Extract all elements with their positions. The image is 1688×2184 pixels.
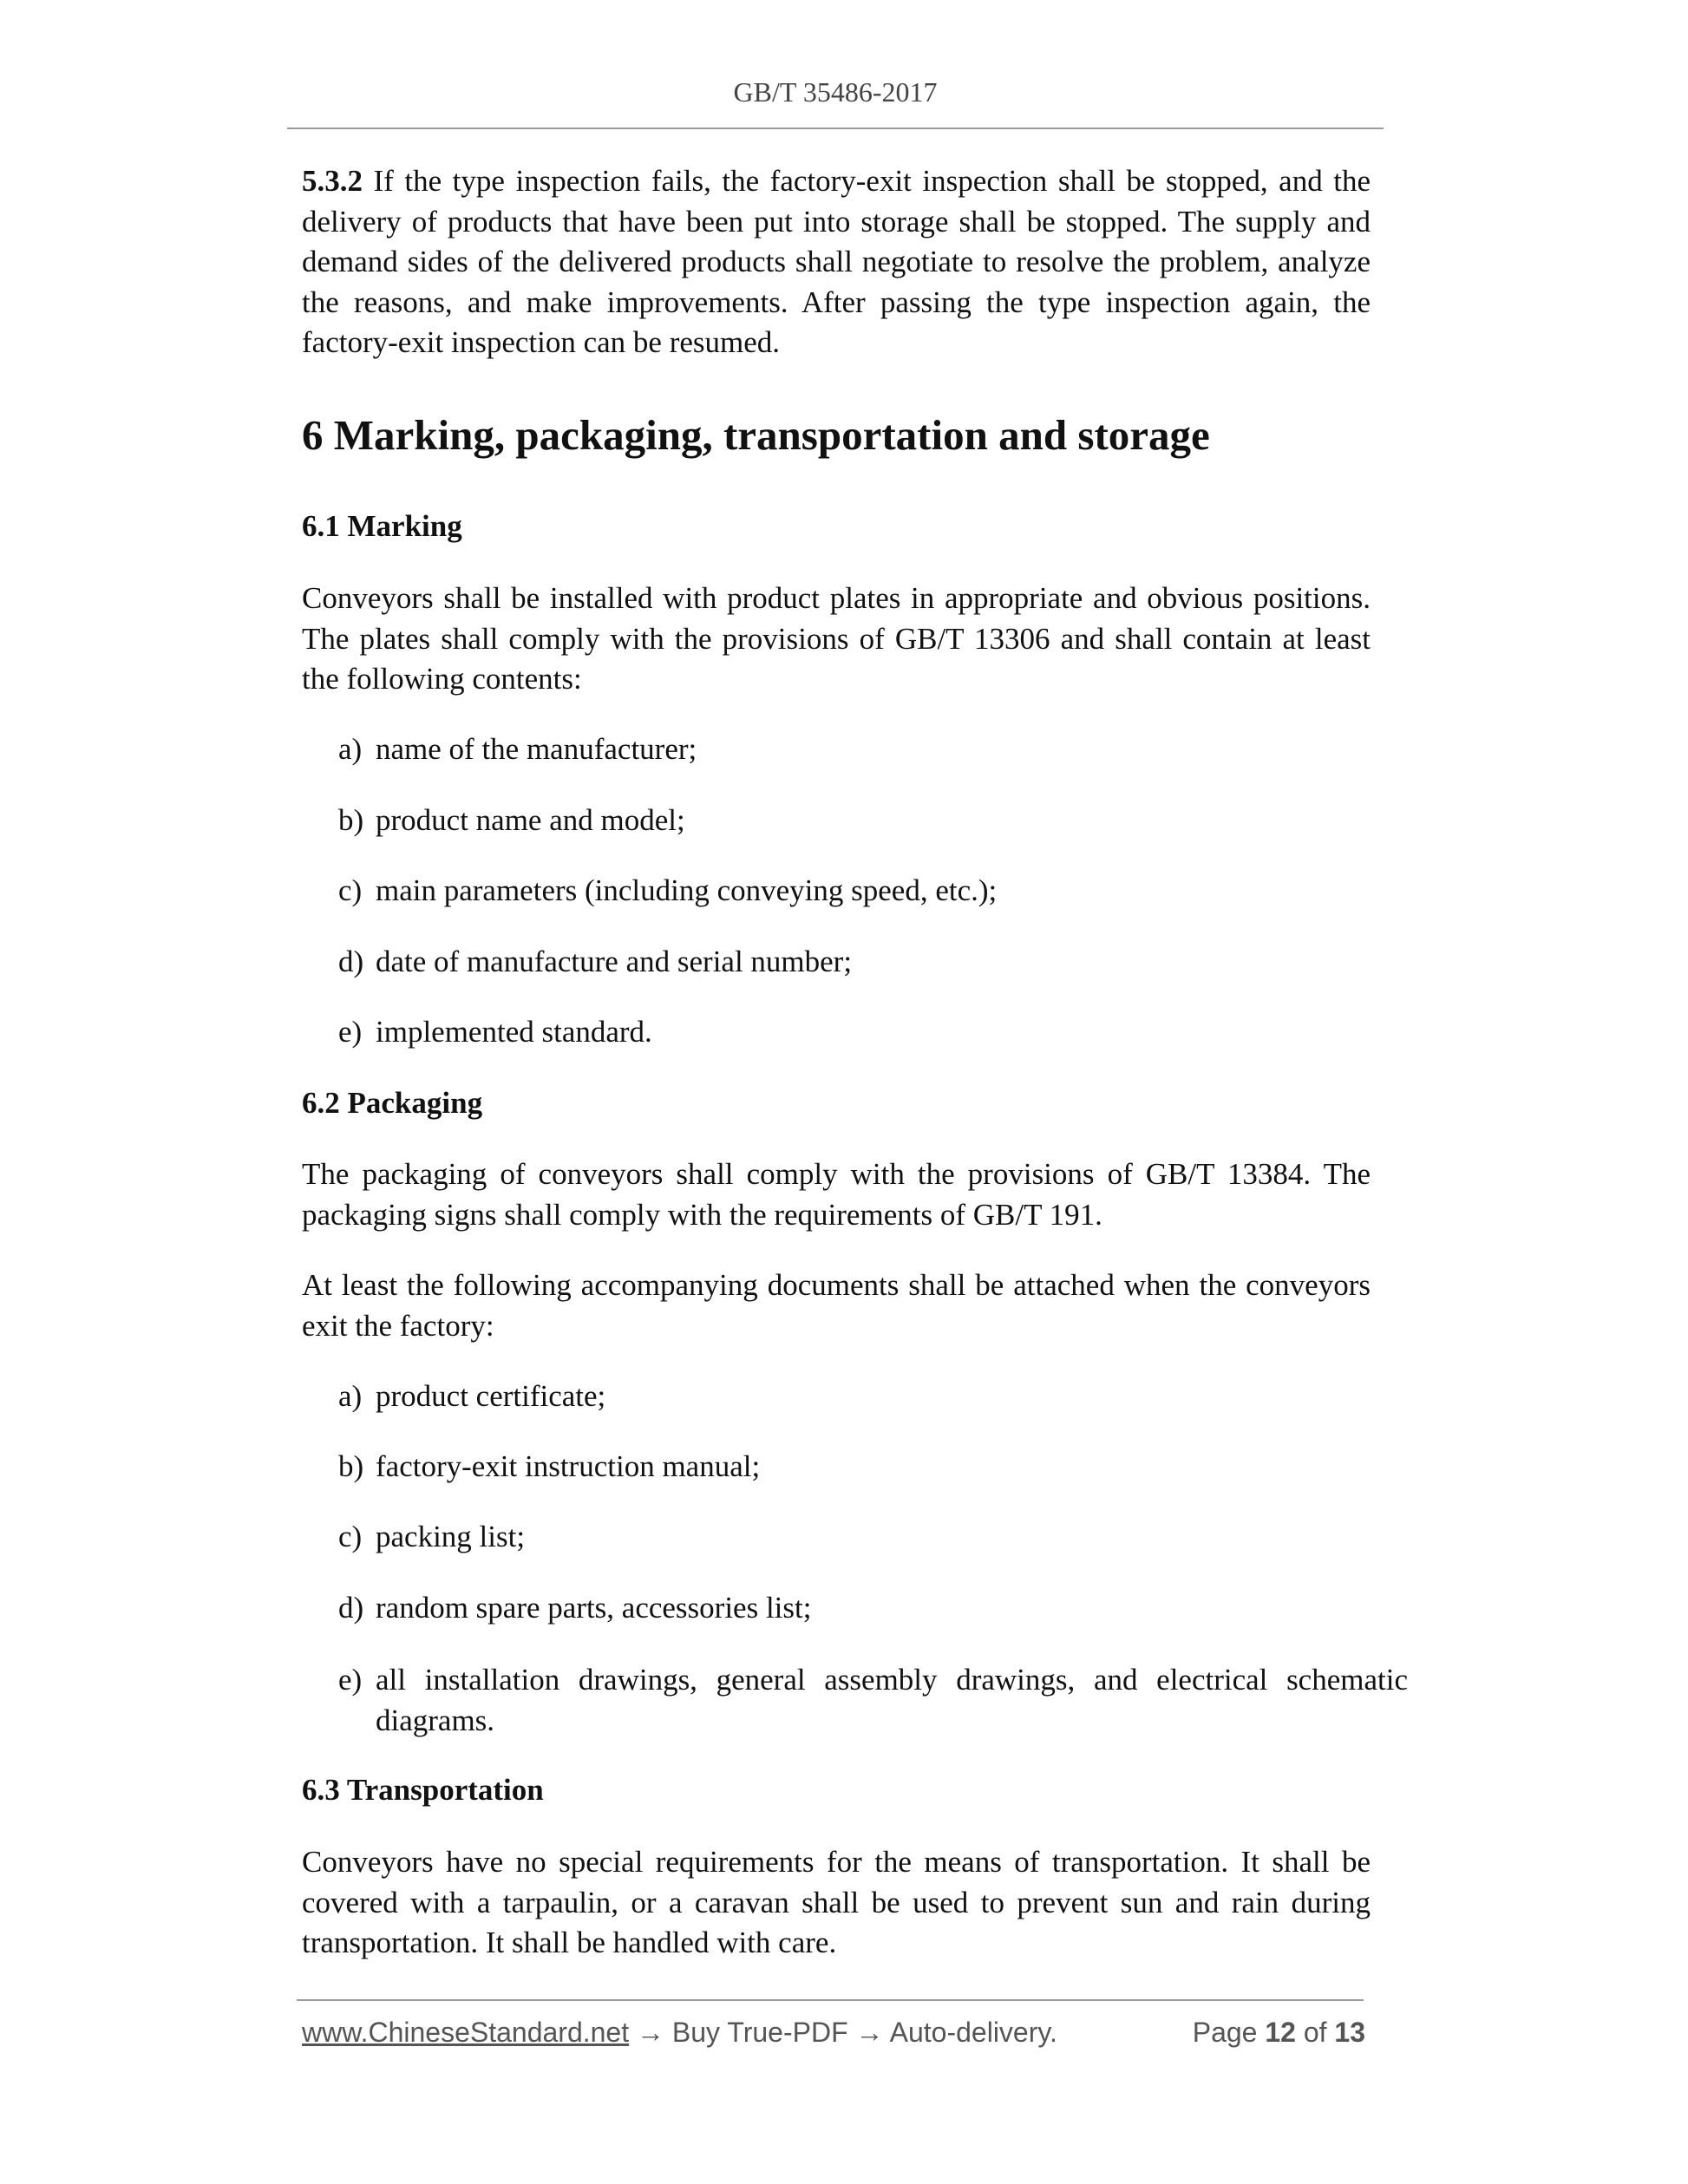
list-label: b) (338, 1449, 364, 1483)
section-6-1-heading: 6.1 Marking (302, 509, 462, 543)
current-page-number: 12 (1265, 2017, 1296, 2048)
clause-text: If the type inspection fails, the factory-exit inspection shall be stopped, and the delivery of products that have been put into storage shall be stopped. The supply and demand sides of the delivered products shall negotiate to resolve the problem, analyze the reasons, and make improvements. After passing the type inspection again, the factory-exit inspection can be resumed. (302, 164, 1371, 359)
footer-promo (302, 2017, 1057, 2049)
list-item (338, 1376, 1408, 1417)
buy-true-pdf-text: Buy True-PDF (671, 2017, 848, 2048)
section-6-3-heading: 6.3 Transportation (302, 1773, 544, 1807)
page-of-label: of (1303, 2017, 1327, 2048)
list-label: c) (338, 1520, 363, 1553)
list-item (338, 871, 1408, 912)
list-label: b) (338, 803, 364, 837)
clause-5-3-2 (302, 161, 1371, 363)
list-text: date of manufacture and serial number; (376, 945, 853, 978)
list-item (338, 729, 1408, 770)
list-item (338, 942, 1408, 983)
list-item (338, 801, 1408, 841)
list-label: c) (338, 873, 363, 907)
list-text: random spare parts, accessories list; (376, 1591, 812, 1625)
section-6-heading: 6 Marking, packaging, transportation and storage (302, 411, 1210, 459)
total-pages-number: 13 (1334, 2017, 1365, 2048)
section-6-2-paragraph-2: At least the following accompanying documents shall be attached when the conveyors exit the factory: (302, 1268, 1371, 1343)
page-label: Page (1192, 2017, 1258, 2048)
arrow-right-icon: → (637, 2017, 664, 2048)
footer-divider (297, 1999, 1364, 2001)
list-label: e) (338, 1663, 363, 1697)
list-item (338, 1660, 1408, 1741)
list-label: d) (338, 1591, 364, 1625)
list-label: e) (338, 1015, 363, 1049)
list-item (338, 1447, 1408, 1488)
list-item (338, 1012, 1408, 1053)
section-6-1-paragraph: Conveyors shall be installed with product plates in appropriate and obvious positions. The plates shall comply with the provisions of GB/T 13306 and shall contain at least the following contents: (302, 581, 1371, 696)
page-indicator (1193, 2017, 1365, 2049)
arrow-right-icon: → (855, 2017, 884, 2048)
list-label: d) (338, 945, 364, 978)
list-text: all installation drawings, general assembly drawings, and electrical schematic diagrams. (376, 1663, 1408, 1737)
clause-number: 5.3.2 (302, 164, 363, 198)
list-text: product name and model; (376, 803, 685, 837)
section-6-3-paragraph: Conveyors have no special requirements for the means of transportation. It shall be covered with a tarpaulin, or a caravan shall be used to prevent sun and rain during transportation. It shall be handled with care. (302, 1845, 1371, 1959)
auto-delivery-text: Auto-delivery. (889, 2017, 1057, 2048)
list-item (338, 1588, 1408, 1629)
list-text: name of the manufacturer; (376, 732, 697, 766)
list-text: main parameters (including conveying speed, etc.); (376, 873, 998, 907)
document-id-header: GB/T 35486-2017 (733, 76, 938, 108)
list-text: implemented standard. (376, 1015, 652, 1049)
list-label: a) (338, 1379, 363, 1413)
section-6-2-heading: 6.2 Packaging (302, 1086, 483, 1120)
page-footer (302, 2017, 1365, 2055)
chinesestandard-link[interactable]: www.ChineseStandard.net (302, 2017, 630, 2048)
list-text: packing list; (376, 1520, 526, 1553)
list-text: factory-exit instruction manual; (376, 1449, 761, 1483)
header-divider (287, 128, 1384, 129)
list-text: product certificate; (376, 1379, 606, 1413)
list-label: a) (338, 732, 363, 766)
section-6-2-paragraph-1: The packaging of conveyors shall comply with the provisions of GB/T 13384. The packaging signs shall comply with the requirements of GB/T 191. (302, 1157, 1371, 1232)
list-item (338, 1517, 1408, 1558)
